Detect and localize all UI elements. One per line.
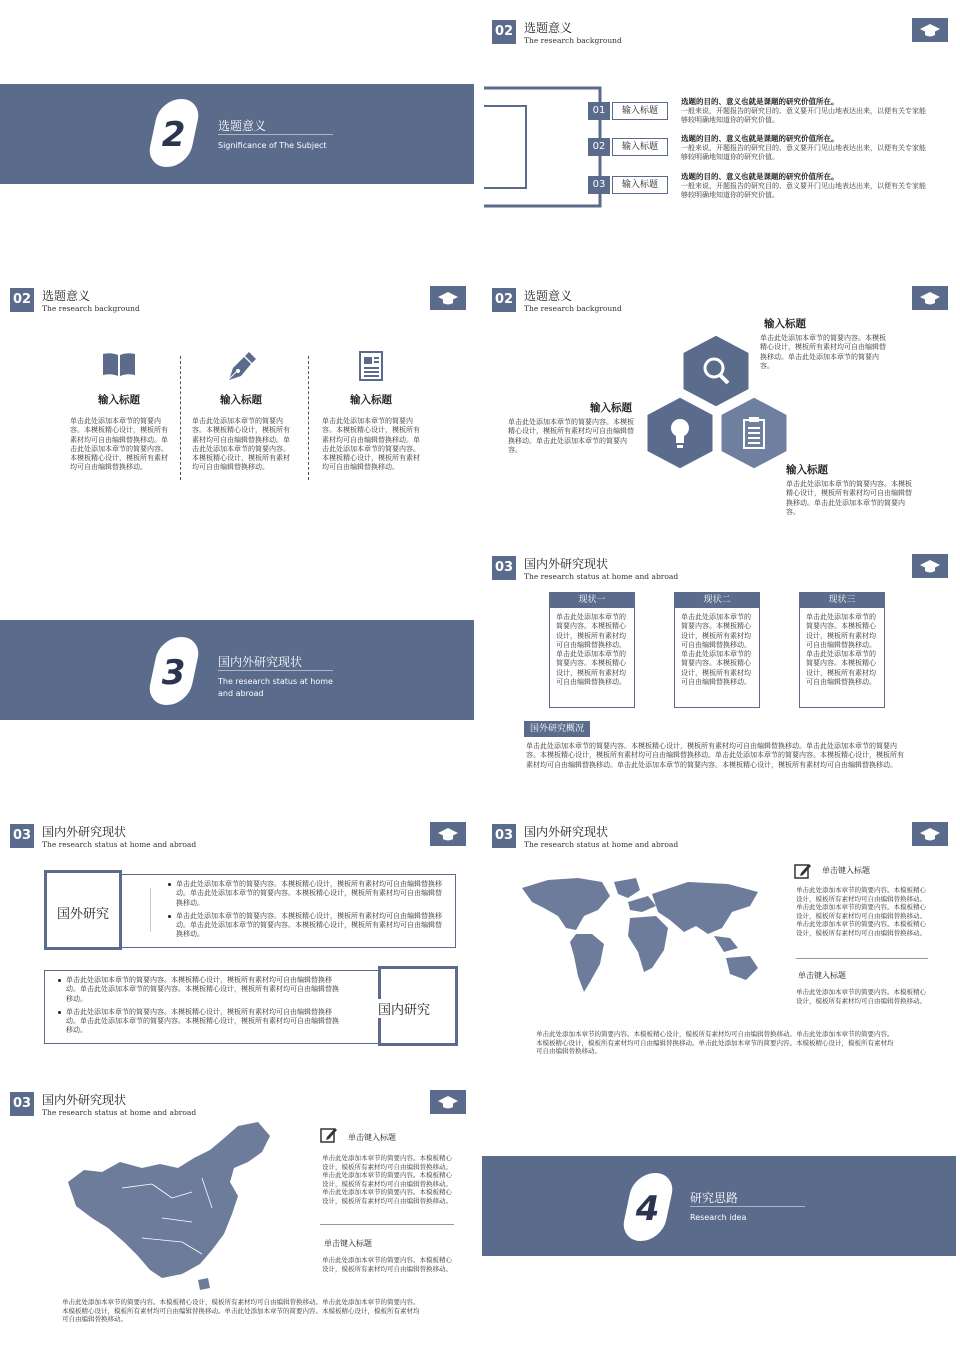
slide-hexagons [482,268,956,534]
block-title: 输入标题 [764,318,806,330]
divider [150,888,151,932]
item-text-2 [681,133,929,163]
column-title: 输入标题 [350,394,392,406]
column-body: 单击此处添加本章节的简要内容。本模板精心设计，模板所有素材均可自由编辑替换移动。单击此处添加本章节的简要内容。本模板精心设计，模板所有素材均可自由编辑替换移动。 [70,417,168,472]
section-number: 03 [10,1092,34,1116]
card-title: 现状二 [674,592,760,608]
slide-title: 选题意义 [524,289,573,303]
item-number: 02 [588,138,610,156]
bullet-item: 单击此处添加本章节的简要内容。本模板精心设计，模板所有素材均可自由编辑替换移动。单击此处添加本章节的简要内容。本模板精心设计，模板所有素材均可自由编辑替换移动。 [166,880,446,908]
cover-subtitle [218,676,333,700]
item-number: 01 [588,102,610,120]
side-body-1: 单击此处添加本章节的简要内容。本模板精心设计，模板所有素材均可自由编辑替换移动。单击此处添加本章节的简要内容。本模板精心设计，模板所有素材均可自由编辑替换移动。单击此处添加本章节的简要内容。本模板精心设计，模板所有素材均可自由编辑替换移动。 [322,1154,452,1205]
slide-title: 国内外研究现状 [42,1093,127,1107]
column-1 [70,350,168,473]
divider [218,670,333,671]
side-body-2: 单击此处添加本章节的简要内容。本模板精心设计，模板所有素材均可自由编辑替换移动。 [322,1256,452,1273]
side-title-1: 单击键入标题 [348,1133,396,1142]
item-label: 输入标题 [612,176,668,194]
bottom-body: 单击此处添加本章节的简要内容。本模板精心设计，模板所有素材均可自由编辑替换移动。单击此处添加本章节的简要内容。本模板精心设计，模板所有素材均可自由编辑替换移动。单击此处添加本章节的简要内容。本模板精心设计，模板所有素材均可自由编辑替换移动。 [536,1030,894,1056]
column-3 [322,350,420,473]
slide-status-cards [482,536,956,802]
cover-subtitle-line-2: and abroad [218,689,264,698]
cover-subtitle-line-1: The research status at home [218,677,333,686]
section-number: 03 [492,824,516,848]
section-number: 02 [492,20,516,44]
slide-foreign-domestic [0,804,474,1070]
graduation-cap-icon [430,286,466,310]
slide-subtitle: The research background [524,36,622,45]
graduation-cap-icon [912,286,948,310]
column-divider [308,356,309,480]
graduation-cap-icon [912,554,948,578]
item-body: 一般来说，开题报告的研究目的、意义要开门见山地表达出来，以便有关专家能够较明确地知道你的研究价值。 [681,144,926,162]
overview-body: 单击此处添加本章节的简要内容。本模板精心设计，模板所有素材均可自由编辑替换移动。单击此处添加本章节的简要内容。本模板精心设计，模板所有素材均可自由编辑替换移动。单击此处添加本章节的简要内容。本模板精心设计，模板所有素材均可自由编辑替换移动。单击此处添加本章节的简要内容。本模板精心设计，模板所有素材均可自由编辑替换移动。 [526,742,904,769]
column-2 [192,350,290,473]
edit-icon [794,862,812,884]
card-body: 单击此处添加本章节的简要内容。本模板精心设计，模板所有素材均可自由编辑替换移动。单击此处添加本章节的简要内容。本模板精心设计，模板所有素材均可自由编辑替换移动。 [674,608,760,708]
item-number: 03 [588,176,610,194]
column-title: 输入标题 [220,394,262,406]
slide-three-columns [0,268,474,534]
card-body: 单击此处添加本章节的简要内容。本模板精心设计，模板所有素材均可自由编辑替换移动。单击此处添加本章节的简要内容。本模板精心设计，模板所有素材均可自由编辑替换移动。 [549,608,635,708]
graduation-cap-icon [430,1090,466,1114]
world-map-icon [518,872,776,1002]
hex-text-top [760,316,892,371]
item-heading: 选题的目的、意义也就是课题的研究价值所在。 [681,134,839,143]
slide-title: 国内外研究现状 [524,825,609,839]
slide-research-background-list [482,0,956,266]
slide-subtitle: The research status at home and abroad [524,572,679,581]
block-title: 输入标题 [786,464,828,476]
hex-text-bottom [786,462,916,517]
edit-icon [320,1126,338,1148]
side-title-2: 单击键入标题 [324,1239,372,1248]
side-title-1: 单击键入标题 [822,866,870,875]
slide-title: 国内外研究现状 [524,557,609,571]
slide-title: 选题意义 [524,21,573,35]
slide-title: 选题意义 [42,289,91,303]
slide-cover-2 [0,0,474,266]
cover-title: 研究思路 [690,1191,739,1205]
cover-title: 国内外研究现状 [218,655,303,669]
graduation-cap-icon [912,822,948,846]
column-title: 输入标题 [98,394,140,406]
bullet-item: 单击此处添加本章节的简要内容。本模板精心设计，模板所有素材均可自由编辑替换移动。单击此处添加本章节的简要内容。本模板精心设计，模板所有素材均可自由编辑替换移动。 [56,1008,342,1036]
section-number: 02 [492,288,516,312]
cover-title: 选题意义 [218,119,267,133]
section-number: 02 [10,288,34,312]
cover-subtitle: Significance of The Subject [218,141,327,150]
foreign-research-label: 国外研究 [56,907,109,922]
slide-subtitle: The research background [524,304,622,313]
slide-title: 国内外研究现状 [42,825,127,839]
item-heading: 选题的目的、意义也就是课题的研究价值所在。 [681,97,839,106]
side-title-2: 单击键入标题 [798,971,846,980]
section-number: 2 [161,115,186,155]
card-title: 现状一 [549,592,635,608]
divider [320,1224,454,1225]
block-body: 单击此处添加本章节的简要内容。本模板精心设计，模板所有素材均可自由编辑替换移动。单击此处添加本章节的简要内容。 [760,334,886,370]
bottom-body: 单击此处添加本章节的简要内容。本模板精心设计，模板所有素材均可自由编辑替换移动。单击此处添加本章节的简要内容。本模板精心设计，模板所有素材均可自由编辑替换移动。单击此处添加本章节的简要内容。本模板精心设计，模板所有素材均可自由编辑替换移动。 [62,1298,420,1324]
section-number: 4 [635,1189,660,1229]
domestic-research-label-box [378,966,458,1046]
side-body-2: 单击此处添加本章节的简要内容。本模板精心设计，模板所有素材均可自由编辑替换移动。 [796,988,926,1005]
bullet-item: 单击此处添加本章节的简要内容。本模板精心设计，模板所有素材均可自由编辑替换移动。单击此处添加本章节的简要内容。本模板精心设计，模板所有素材均可自由编辑替换移动。 [56,976,342,1004]
item-text-3 [681,171,929,201]
bullet-item: 单击此处添加本章节的简要内容。本模板精心设计，模板所有素材均可自由编辑替换移动。单击此处添加本章节的简要内容。本模板精心设计，模板所有素材均可自由编辑替换移动。 [166,912,446,940]
slide-subtitle: The research background [42,304,140,313]
newspaper-icon [356,350,386,382]
slide-cover-4 [482,1072,956,1338]
item-heading: 选题的目的、意义也就是课题的研究价值所在。 [681,172,839,181]
slide-world-map [482,804,956,1070]
slide-china-map [0,1072,474,1338]
divider [796,958,928,959]
foreign-bullets [166,880,446,940]
pen-nib-icon [223,350,259,384]
book-icon [101,350,137,378]
divider [218,134,333,135]
domestic-bullets [56,976,342,1036]
slide-subtitle: The research status at home and abroad [42,840,197,849]
cover-subtitle: Research idea [690,1213,747,1222]
section-number: 03 [492,556,516,580]
item-label: 输入标题 [612,102,668,120]
section-number: 3 [161,653,186,693]
item-label: 输入标题 [612,138,668,156]
graduation-cap-icon [912,18,948,42]
graduation-cap-icon [430,822,466,846]
side-body-1: 单击此处添加本章节的简要内容。本模板精心设计，模板所有素材均可自由编辑替换移动。单击此处添加本章节的简要内容。本模板精心设计，模板所有素材均可自由编辑替换移动。单击此处添加本章节的简要内容。本模板精心设计，模板所有素材均可自由编辑替换移动。 [796,886,926,937]
slide-subtitle: The research status at home and abroad [524,840,679,849]
column-body: 单击此处添加本章节的简要内容。本模板精心设计，模板所有素材均可自由编辑替换移动。单击此处添加本章节的简要内容。本模板精心设计，模板所有素材均可自由编辑替换移动。 [192,417,290,472]
block-body: 单击此处添加本章节的简要内容。本模板精心设计，模板所有素材均可自由编辑替换移动。单击此处添加本章节的简要内容。 [508,418,634,454]
hex-text-left [508,400,638,455]
slide-subtitle: The research status at home and abroad [42,1108,197,1117]
item-body: 一般来说，开题报告的研究目的、意义要开门见山地表达出来，以便有关专家能够较明确地知道你的研究价值。 [681,107,926,125]
foreign-research-label-box [44,870,122,950]
column-body: 单击此处添加本章节的简要内容。本模板精心设计，模板所有素材均可自由编辑替换移动。单击此处添加本章节的简要内容。本模板精心设计，模板所有素材均可自由编辑替换移动。 [322,417,420,472]
domestic-research-label: 国内研究 [353,999,455,1018]
slide-cover-3 [0,536,474,802]
item-text-1 [681,96,929,126]
card-body: 单击此处添加本章节的简要内容。本模板精心设计，模板所有素材均可自由编辑替换移动。单击此处添加本章节的简要内容。本模板精心设计，模板所有素材均可自由编辑替换移动。 [799,608,885,708]
block-title: 输入标题 [590,402,632,414]
block-body: 单击此处添加本章节的简要内容。本模板精心设计，模板所有素材均可自由编辑替换移动。单击此处添加本章节的简要内容。 [786,480,912,516]
card-title: 现状三 [799,592,885,608]
section-number: 03 [10,824,34,848]
item-body: 一般来说，开题报告的研究目的、意义要开门见山地表达出来，以便有关专家能够较明确地知道你的研究价值。 [681,182,926,200]
column-divider [180,356,181,480]
china-map-icon [62,1118,276,1294]
overview-label: 国外研究概况 [524,721,590,737]
divider [690,1206,805,1207]
